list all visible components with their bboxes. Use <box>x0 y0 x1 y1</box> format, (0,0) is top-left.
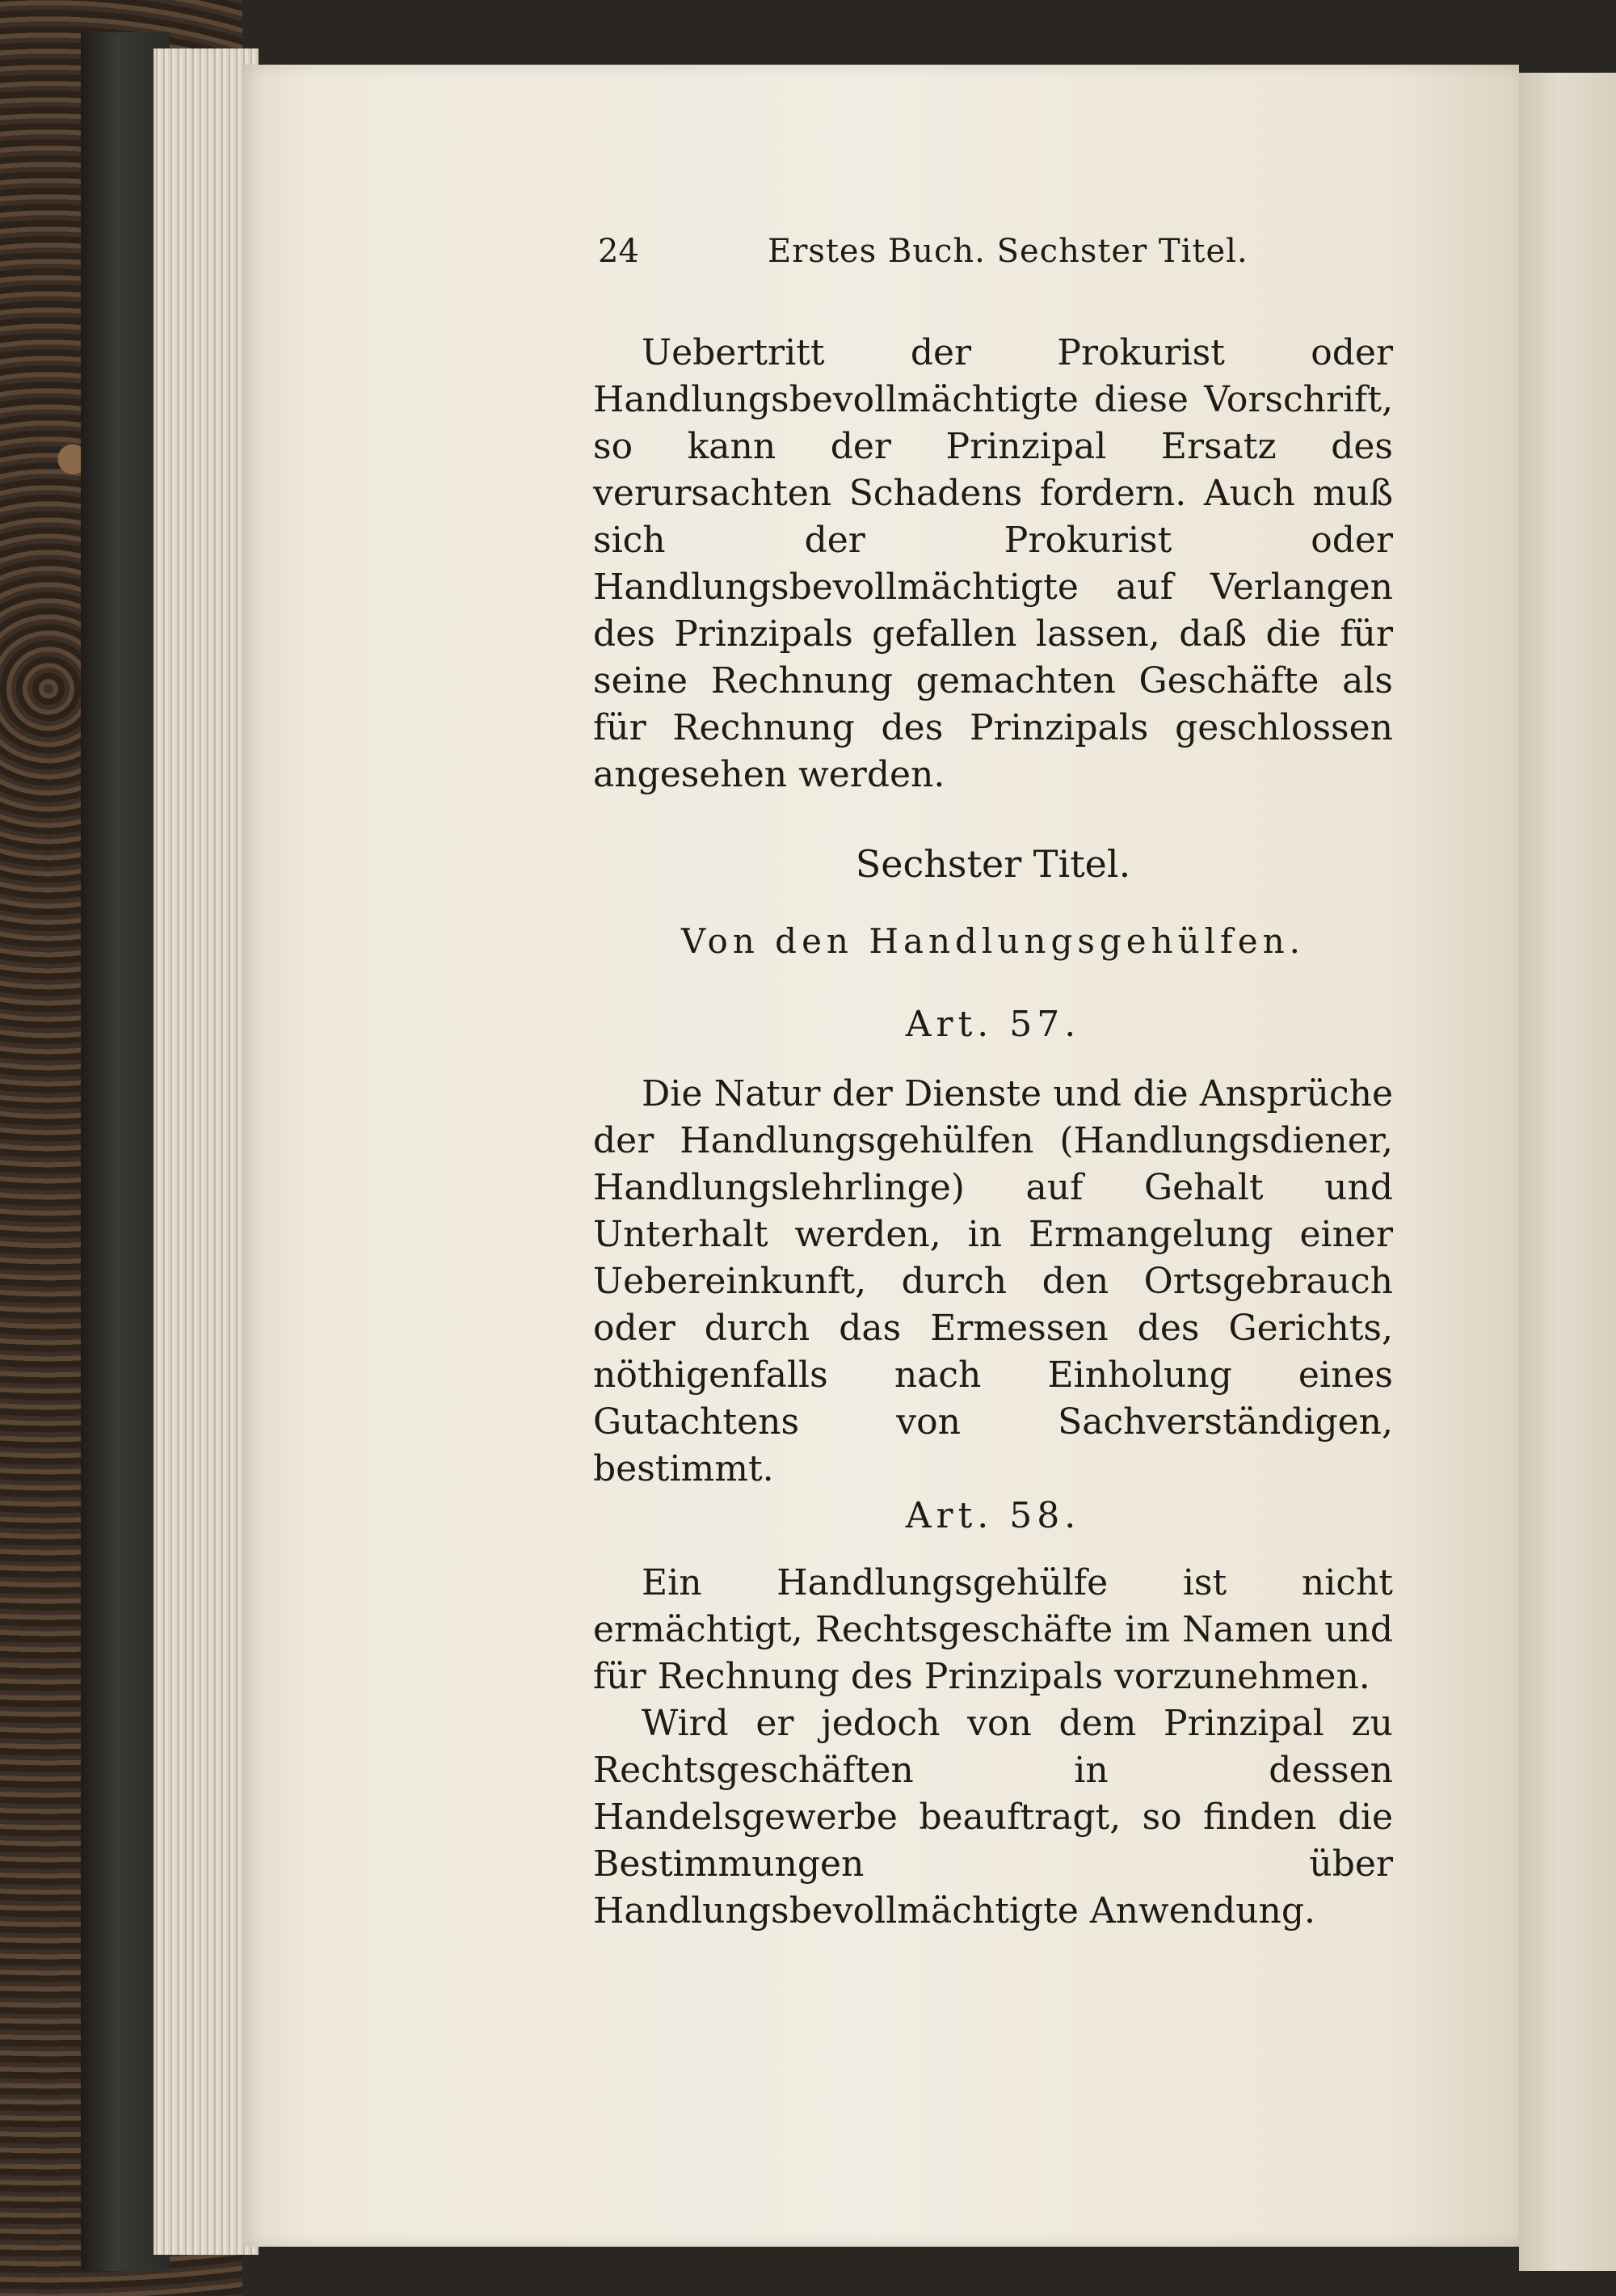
section-subtitle: Von den Handlungsgehülfen. <box>681 921 1305 961</box>
article-58-body <box>593 1560 1393 1935</box>
page-number: 24 <box>598 233 639 270</box>
article-57-text: Die Natur der Dienste und die Ansprüche der Handlungsgehülfen (Handlungsdiener, Handlungslehrlinge) auf Gehalt und Unterhalt werden, in Ermangelung einer Uebereinkunft, durch den Ortsgebrauch oder durch das Ermessen des Gerichts, nöthigenfalls nach Einholung eines Gutachtens von Sachverständigen, bestimmt. <box>593 1073 1393 1489</box>
page-header <box>598 233 1406 281</box>
article-58-text-2: Wird er jedoch von dem Prinzipal zu Rechtsgeschäften in dessen Handelsgewerbe beauftragt, so finden die Bestimmungen über Handlungsbevollmächtigte Anwendung. <box>593 1703 1393 1932</box>
article-58-heading: Art. 58. <box>905 1495 1081 1536</box>
article-57-heading: Art. 57. <box>905 1004 1081 1045</box>
section-title: Sechster Titel. <box>855 842 1131 886</box>
continuation-paragraph <box>593 330 1393 798</box>
facing-page-edge <box>1519 73 1616 2271</box>
continuation-text: Uebertritt der Prokurist oder Handlungsbevollmächtigte diese Vorschrift, so kann der Prinzipal Ersatz des verursachten Schadens fordern. Auch muß sich der Prokurist oder Handlungsbevollmächtigte auf Verlangen des Prinzipals gefallen lassen, daß die für seine Rechnung gemachten Geschäfte als für Rechnung des Prinzipals geschlossen angesehen werden. <box>593 332 1393 795</box>
running-title: Erstes Buch. Sechster Titel. <box>768 233 1248 270</box>
article-57-body <box>593 1071 1393 1493</box>
article-58-text-1: Ein Handlungsgehülfe ist nicht ermächtigt, Rechtsgeschäfte im Namen und für Rechnung des Prinzipals vorzunehmen. <box>593 1562 1393 1697</box>
